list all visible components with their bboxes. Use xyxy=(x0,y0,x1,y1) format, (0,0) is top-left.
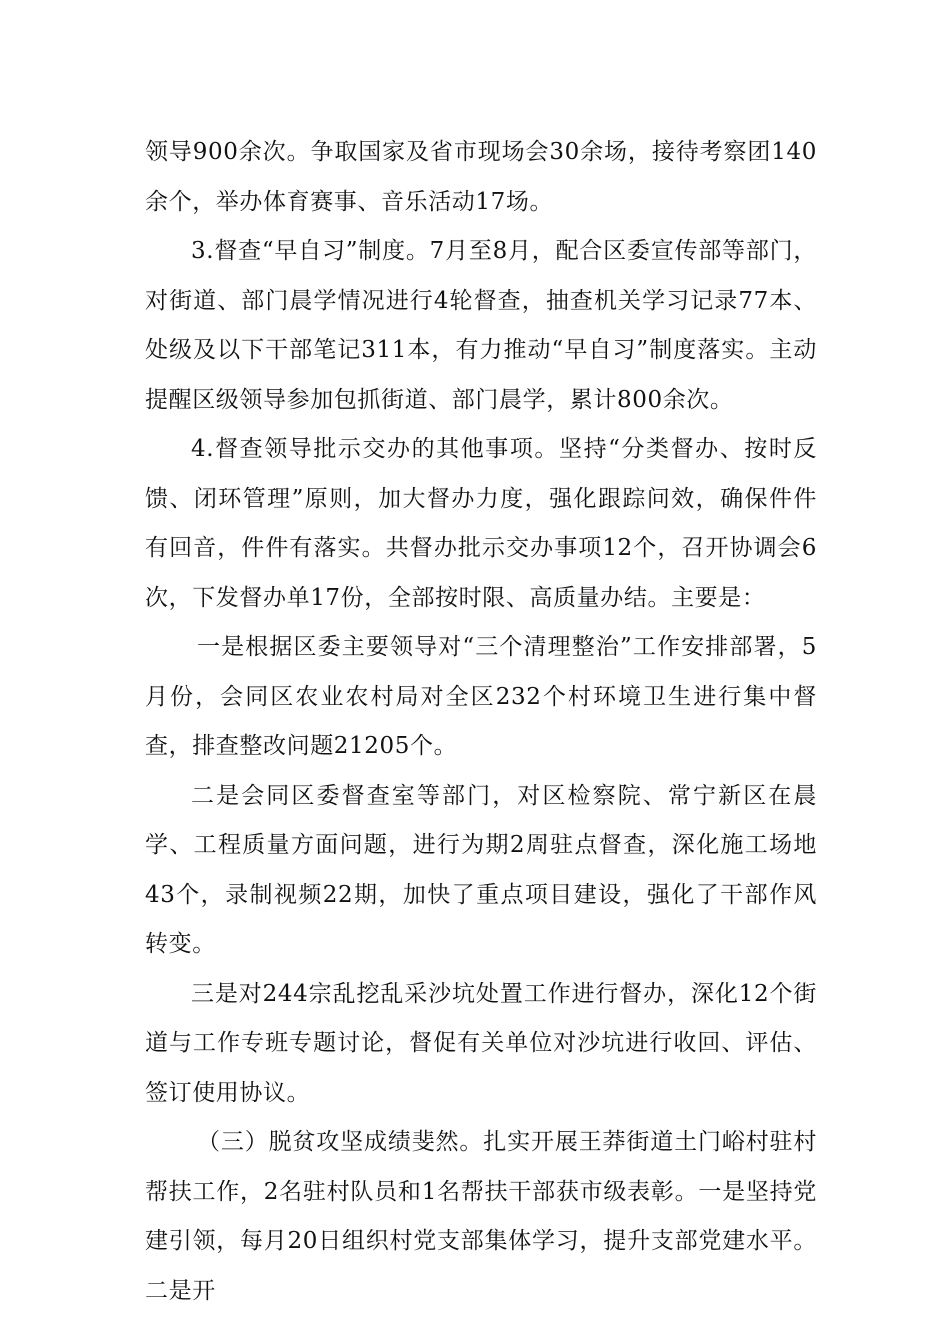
paragraph-item-4: 4.督查领导批示交办的其他事项。坚持“分类督办、按时反馈、闭环管理”原则，加大督办力度，强化跟踪问效，确保件件有回音，件件有落实。共督办批示交办事项12个，召开协调会6次，下发督办单17份，全部按时限、高质量办结。主要是： xyxy=(145,436,817,611)
paragraph-section-3: （三）脱贫攻坚成绩斐然。扎实开展王莽街道土门峪村驻村帮扶工作，2名驻村队员和1名帮扶干部获市级表彰。一是坚持党建引领，每月20日组织村党支部集体学习，提升支部党建水平。二是开 xyxy=(145,1129,817,1304)
paragraph-sub-2: 二是会同区委督查室等部门，对区检察院、常宁新区在晨学、工程质量方面问题，进行为期2周驻点督查，深化施工场地43个，录制视频22期，加快了重点项目建设，强化了干部作风转变。 xyxy=(145,782,817,957)
paragraph-continuation: 领导900余次。争取国家及省市现场会30余场，接待考察团140余个，举办体育赛事、音乐活动17场。 xyxy=(145,139,817,215)
paragraph-item-3: 3.督查“早自习”制度。7月至8月，配合区委宣传部等部门，对街道、部门晨学情况进行4轮督查，抽查机关学习记录77本、处级及以下干部笔记311本，有力推动“早自习”制度落实。主动提醒区级领导参加包抓街道、部门晨学，累计800余次。 xyxy=(145,238,817,413)
paragraph-sub-1: 一是根据区委主要领导对“三个清理整治”工作安排部署，5月份，会同区农业农村局对全区232个村环境卫生进行集中督查，排查整改问题21205个。 xyxy=(145,634,817,759)
paragraph-sub-3: 三是对244宗乱挖乱采沙坑处置工作进行督办，深化12个街道与工作专班专题讨论，督促有关单位对沙坑进行收回、评估、签订使用协议。 xyxy=(145,980,817,1106)
document-body xyxy=(145,128,817,1316)
